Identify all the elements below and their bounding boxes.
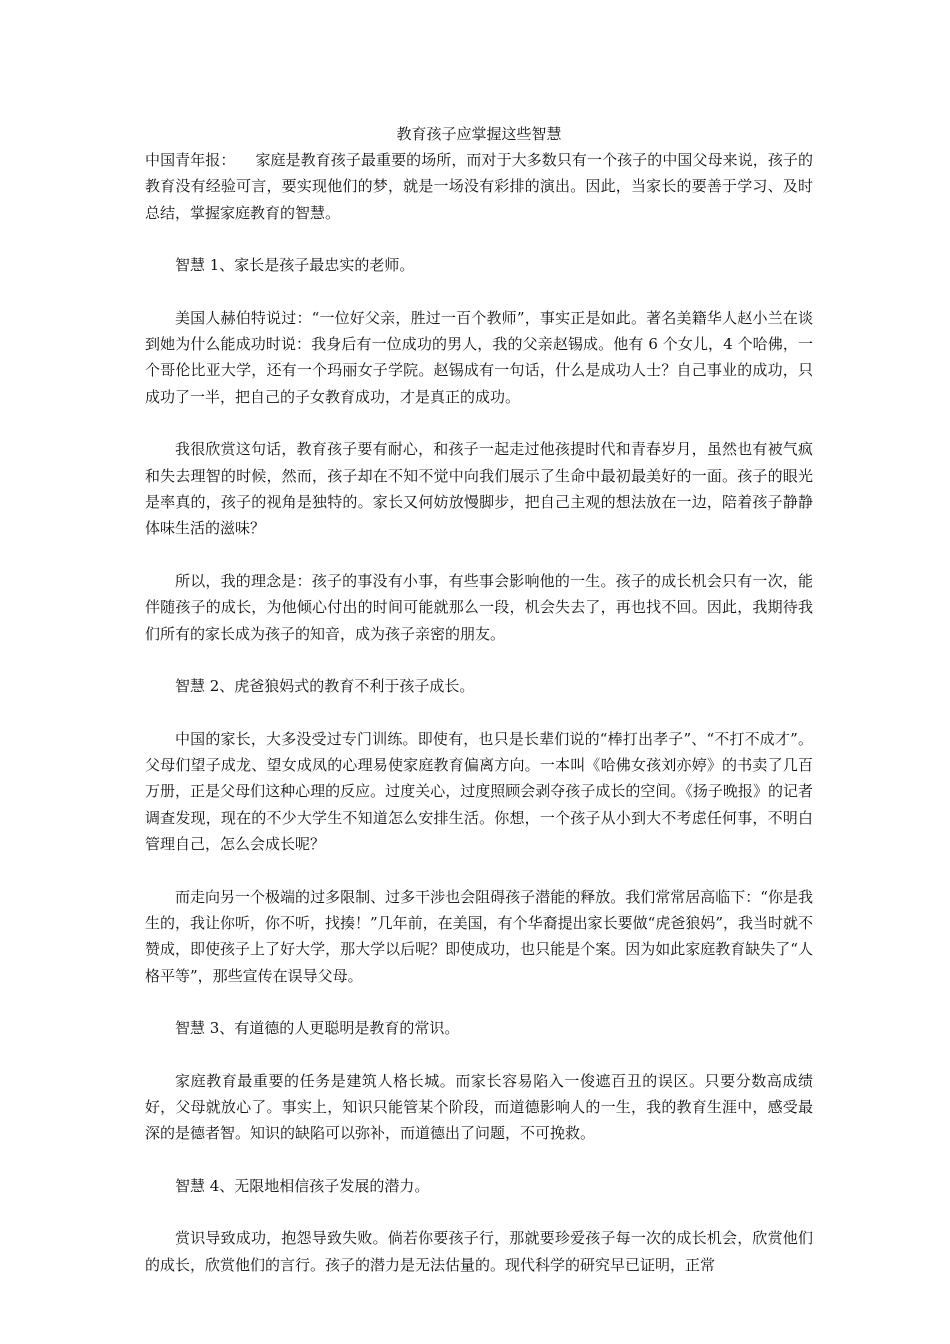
section-3-paragraph-1: 家庭教育最重要的任务是建筑人格长城。而家长容易陷入一俊遮百丑的误区。只要分数高成绩好，父母就放心了。事实上，知识只能管某个阶段，而道德影响人的一生，我的教育生涯中，感受最深的是德者智。知识的缺陷可以弥补，而道德出了问题，不可挽救。 [145,1071,813,1143]
section-2-paragraph-1: 中国的家长，大多没受过专门训练。即使有，也只是长辈们说的“棒打出孝子”、“不打不成才”。父母们望子成龙、望女成凤的心理易使家庭教育偏离方向。一本叫《哈佛女孩刘亦婷》的书卖了几百万册，正是父母们这种心理的反应。过度关心，过度照顾会剥夺孩子成长的空间。《扬子晚报》的记者调查发现，现在的不少大学生不知道怎么安排生活。你想，一个孩子从小到大不考虑任何事，不明白管理自己，怎么会成长呢？ [145,729,813,854]
section-1-paragraph-1: 美国人赫伯特说过：“一位好父亲，胜过一百个教师”，事实正是如此。著名美籍华人赵小兰在谈到她为什么能成功时说：我身后有一位成功的男人，我的父亲赵锡成。他有 6 个女儿，4 个哈佛，一个哥伦比亚大学，还有一个玛丽女子学院。赵锡成有一句话，什么是成功人士？自己事业的成功，只成功了一半，把自己的子女教育成功，才是真正的成功。 [145,308,813,406]
document-page [145,121,813,1304]
section-heading-1: 智慧 1、家长是孩子最忠实的老师。 [175,256,415,275]
section-2-paragraph-2: 而走向另一个极端的过多限制、过多干涉也会阻碍孩子潜能的释放。我们常常居高临下：“你是我生的，我让你听，你不听，找揍！”几年前，在美国，有个华裔提出家长要做“虎爸狼妈”，我当时就不赞成，即使孩子上了好大学，那大学以后呢？即使成功，也只能是个案。因为如此家庭教育缺失了“人格平等”，那些宣传在误导父母。 [145,887,814,985]
source-label: 中国青年报： [145,151,236,169]
section-1-paragraph-3: 所以，我的理念是：孩子的事没有小事，有些事会影响他的一生。孩子的成长机会只有一次，能伴随孩子的成长，为他倾心付出的时间可能就那么一段，机会失去了，再也找不回。因此，我期待我们所有的家长成为孩子的知音，成为孩子亲密的朋友。 [145,571,813,643]
lead-paragraph [145,147,813,226]
section-heading-4: 智慧 4、无限地相信孩子发展的潜力。 [175,1176,430,1195]
section-heading-3: 智慧 3、有道德的人更聪明是教育的常识。 [175,1019,460,1038]
document-title: 教育孩子应掌握这些智慧 [396,125,562,143]
section-1-paragraph-2: 我很欣赏这句话，教育孩子要有耐心，和孩子一起走过他孩提时代和青春岁月，虽然也有被气疯和失去理智的时候，然而，孩子却在不知不觉中向我们展示了生命中最初最美好的一面。孩子的眼光是率真的，孩子的视角是独特的。家长又何妨放慢脚步，把自己主观的想法放在一边，陪着孩子静静体味生活的滋味？ [145,440,813,538]
section-4-paragraph-1: 赏识导致成功，抱怨导致失败。倘若你要孩子行，那就要珍爱孩子每一次的成长机会，欣赏他们的成长，欣赏他们的言行。孩子的潜力是无法估量的。现代科学的研究早已证明，正常 [145,1229,813,1274]
section-heading-2: 智慧 2、虎爸狼妈式的教育不利于孩子成长。 [175,677,475,696]
lead-text: 家庭是教育孩子最重要的场所，而对于大多数只有一个孩子的中国父母来说，孩子的教育没有经验可言，要实现他们的梦，就是一场没有彩排的演出。因此，当家长的要善于学习、及时总结，掌握家庭教育的智慧。 [145,151,813,222]
